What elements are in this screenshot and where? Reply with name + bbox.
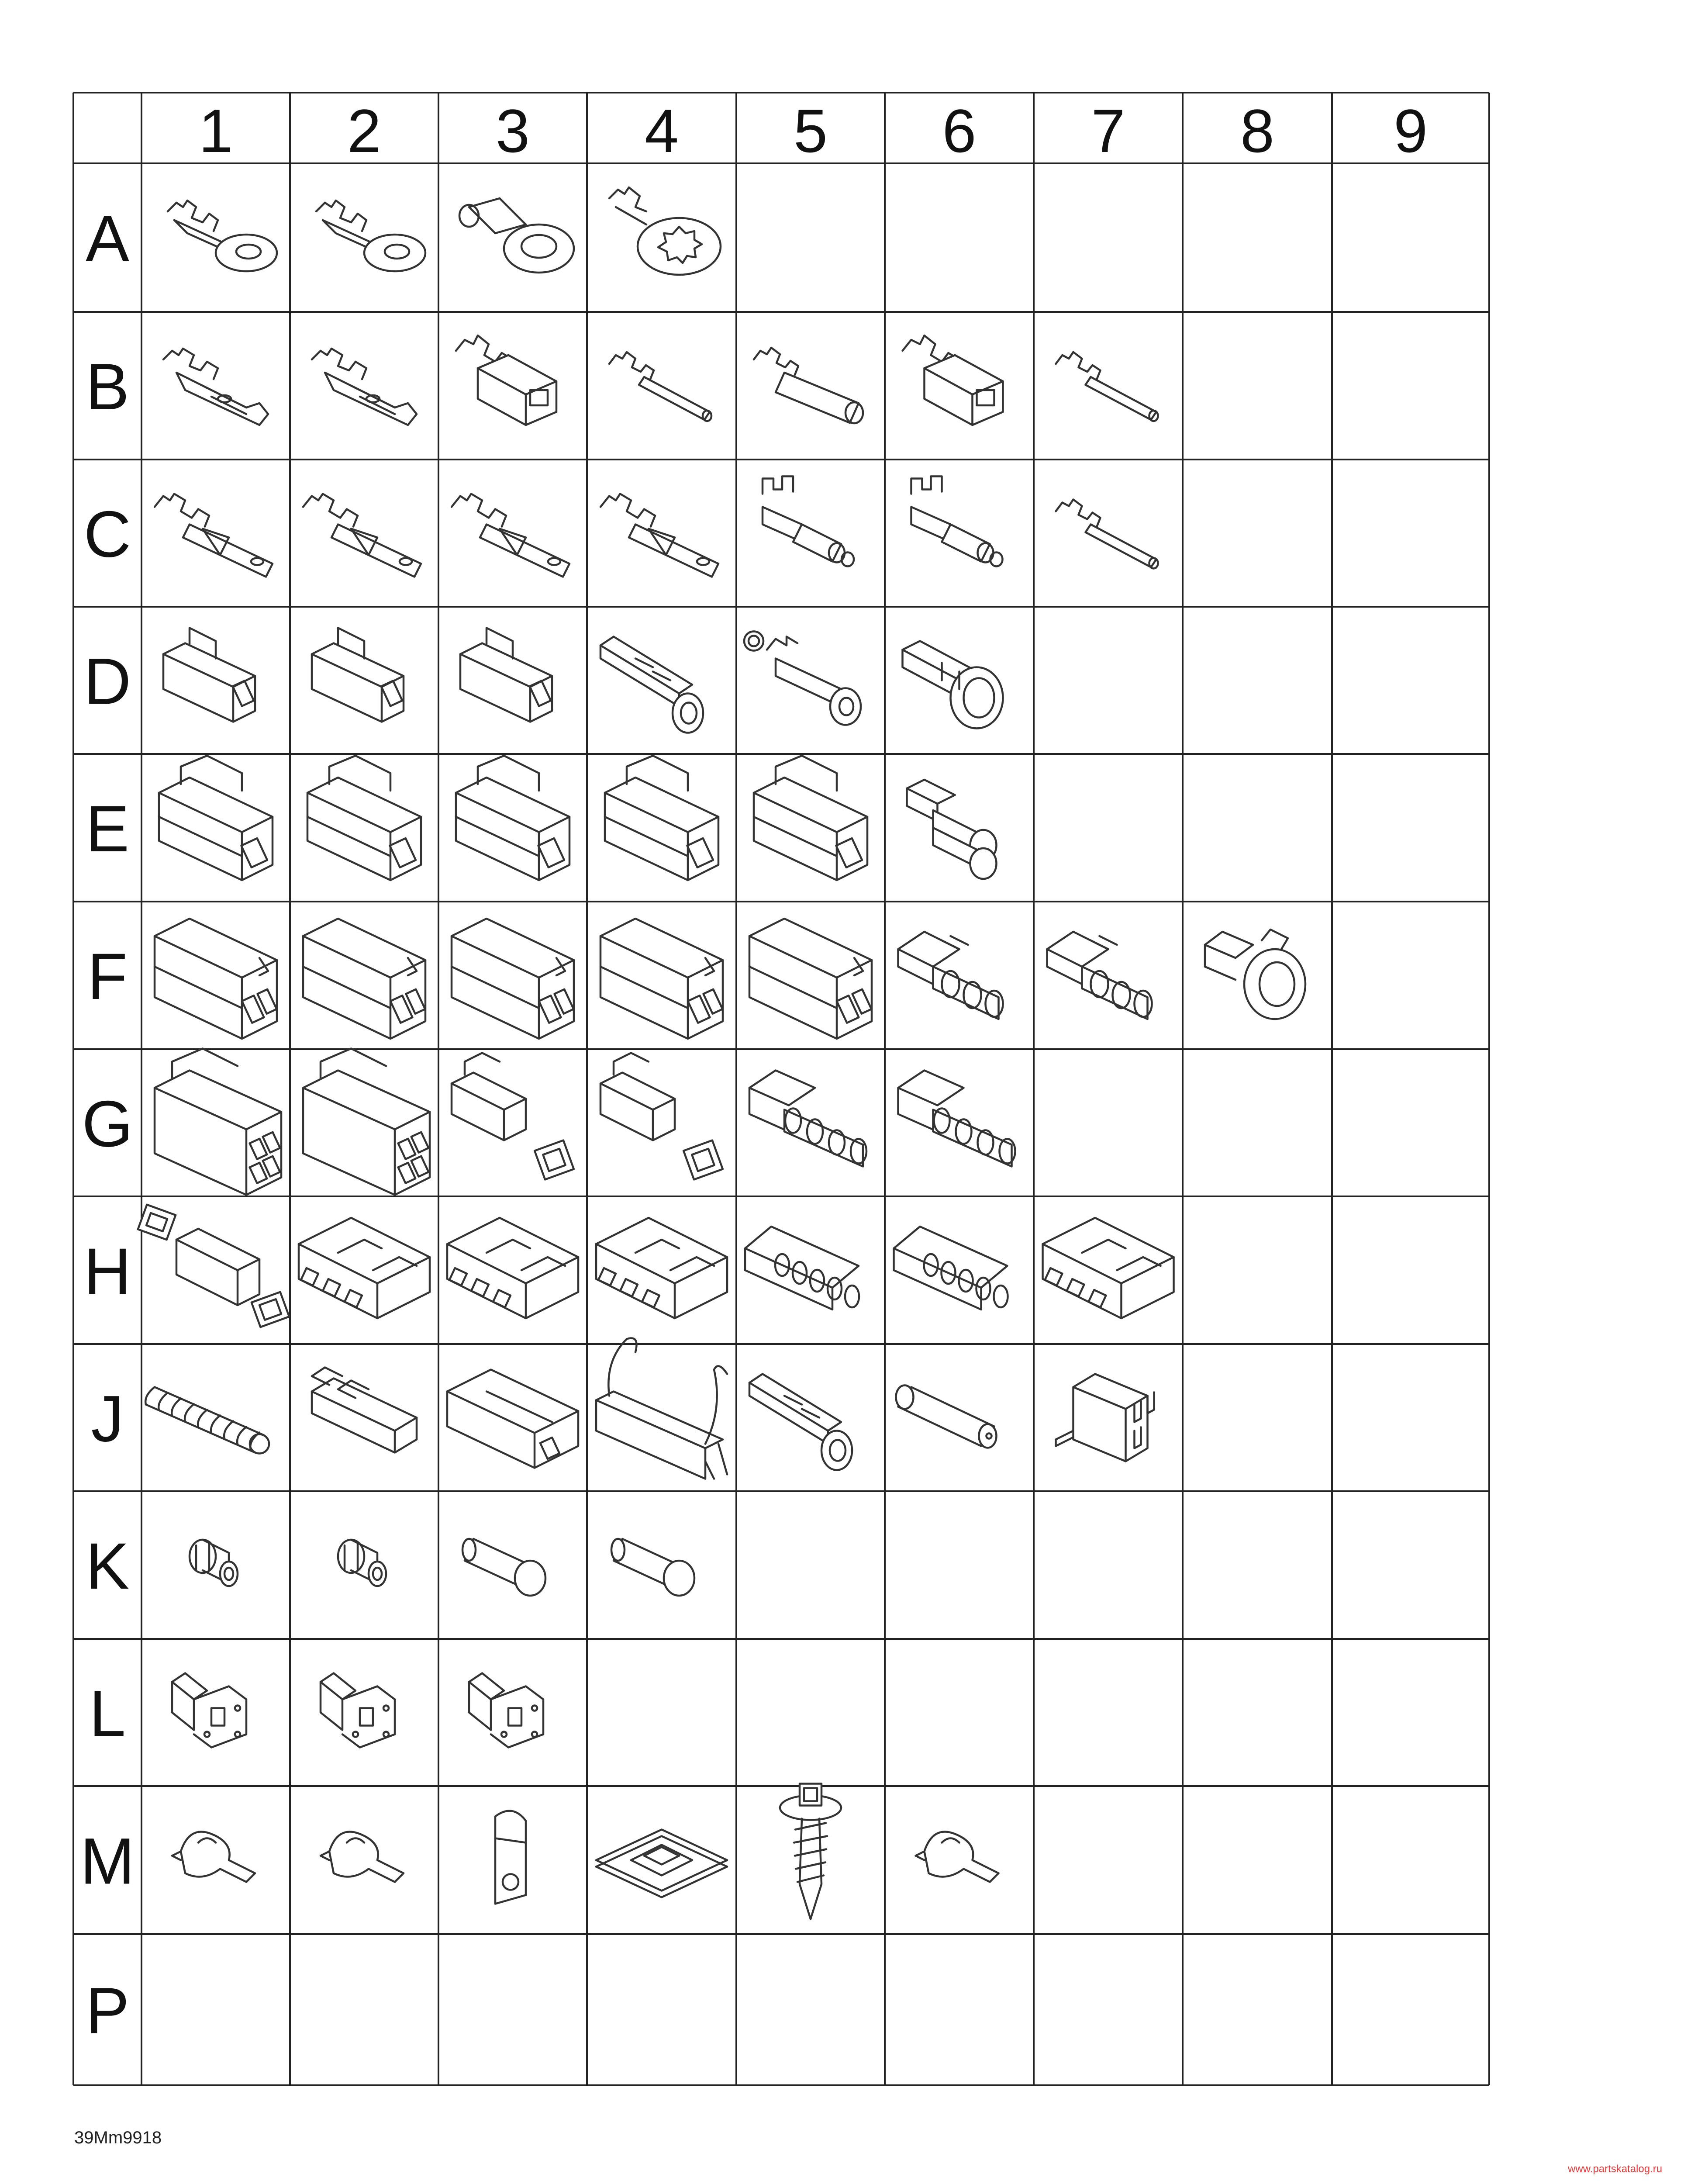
- terminal-lock-icon: [321, 1673, 395, 1748]
- row-header-G: G: [82, 1087, 133, 1161]
- 4-way-sealed-connector-icon: [898, 1071, 1015, 1167]
- ring-terminal-icon: [168, 200, 277, 271]
- 3-way-connector-housing-icon: [600, 919, 723, 1039]
- fuse-holder-icon: [447, 1370, 578, 1468]
- convoluted-tubing-icon: [145, 1387, 269, 1454]
- bullet-terminal-icon: [911, 477, 1003, 567]
- wire-seal-icon: [338, 1540, 386, 1586]
- row-header-E: E: [85, 792, 130, 865]
- female-spade-terminal-icon: [163, 349, 268, 425]
- pin-terminal-icon: [609, 352, 711, 421]
- column-header-9: 9: [1394, 97, 1428, 165]
- column-header-7: 7: [1091, 97, 1125, 165]
- 2-way-bullet-connector-housing-icon: [907, 780, 997, 879]
- connector-with-seal-icon: [600, 1053, 723, 1180]
- cable-clip-icon: [321, 1832, 404, 1882]
- pin-terminal-icon: [1056, 352, 1158, 421]
- male-spade-terminal-icon: [600, 494, 718, 577]
- row-header-H: H: [83, 1234, 131, 1308]
- row-header-A: A: [85, 202, 130, 275]
- row-header-J: J: [91, 1382, 124, 1455]
- 2-way-connector-housing-icon: [159, 756, 273, 880]
- row-header-C: C: [83, 497, 131, 571]
- connector-boot-icon: [1205, 930, 1305, 1019]
- multi-way-connector-housing-icon: [447, 1218, 578, 1318]
- terminal-lock-icon: [469, 1673, 543, 1748]
- column-header-3: 3: [496, 97, 530, 165]
- 1-way-connector-housing-icon: [460, 628, 552, 722]
- column-header-1: 1: [199, 97, 233, 165]
- 3-way-sealed-connector-icon: [898, 932, 1003, 1019]
- row-header-L: L: [89, 1676, 126, 1750]
- 3-way-connector-housing-icon: [303, 919, 425, 1039]
- self-tapping-screw-icon: [780, 1784, 841, 1919]
- sleeve-insulator-icon: [896, 1386, 997, 1448]
- 4-way-sealed-connector-icon: [749, 1071, 866, 1167]
- 2-way-connector-housing-icon: [605, 756, 718, 880]
- male-spade-terminal-icon: [155, 494, 273, 577]
- 1-way-connector-housing-icon: [312, 628, 404, 722]
- cable-tie-mount-icon: [596, 1830, 727, 1897]
- row-header-K: K: [85, 1529, 130, 1603]
- wire-seal-icon: [190, 1540, 238, 1586]
- multi-way-connector-housing-icon: [596, 1218, 727, 1318]
- female-spade-terminal-icon: [312, 349, 417, 425]
- cavity-plug-icon: [462, 1539, 545, 1596]
- box-receptacle-terminal-icon: [456, 335, 556, 425]
- female-bullet-terminal-icon: [754, 348, 863, 423]
- cable-clip-icon: [172, 1832, 255, 1882]
- column-header-4: 4: [645, 97, 679, 165]
- watermark: www.partskatalog.ru: [1568, 2163, 1663, 2175]
- fuse-holder-with-wires-icon: [596, 1338, 727, 1479]
- 2-way-connector-housing-icon: [754, 756, 867, 880]
- cavity-plug-icon: [611, 1539, 694, 1596]
- relay-icon: [1056, 1374, 1154, 1462]
- p-clamp-icon: [495, 1811, 526, 1904]
- pin-terminal-icon: [1056, 500, 1158, 569]
- 4-way-connector-housing-icon: [303, 1049, 430, 1195]
- column-header-6: 6: [942, 97, 977, 165]
- row-header-P: P: [85, 1974, 130, 2047]
- sealed-connector-housing-icon: [903, 641, 1003, 729]
- ring-terminal-star-washer-icon: [609, 187, 721, 275]
- bullet-connector-housing-icon: [749, 1374, 852, 1470]
- connector-with-seal-icon: [452, 1053, 574, 1180]
- 2-way-connector-housing-icon: [307, 756, 421, 880]
- 1-way-connector-housing-icon: [163, 628, 255, 722]
- figure-code: 39Mm9918: [74, 2128, 162, 2147]
- multi-way-sealed-connector-icon: [745, 1227, 859, 1310]
- multi-way-connector-housing-icon: [299, 1218, 430, 1318]
- blade-fuse-icon: [312, 1368, 417, 1453]
- multi-way-sealed-connector-icon: [894, 1227, 1008, 1310]
- 2-way-connector-housing-icon: [456, 756, 569, 880]
- row-header-M: M: [80, 1824, 135, 1898]
- box-receptacle-terminal-icon: [903, 335, 1003, 425]
- multi-way-connector-with-seals-icon: [138, 1205, 289, 1327]
- 3-way-connector-housing-icon: [155, 919, 277, 1039]
- sealed-terminal-icon: [744, 632, 861, 725]
- terminal-lock-icon: [172, 1673, 246, 1748]
- row-header-D: D: [83, 644, 131, 718]
- 3-way-connector-housing-icon: [452, 919, 574, 1039]
- multi-way-connector-housing-icon: [1043, 1218, 1174, 1318]
- row-header-F: F: [87, 940, 128, 1013]
- bullet-connector-housing-icon: [600, 637, 703, 733]
- ring-terminal-icon: [316, 200, 425, 271]
- 3-way-sealed-connector-icon: [1047, 932, 1152, 1019]
- row-header-B: B: [85, 350, 130, 423]
- column-header-5: 5: [794, 97, 828, 165]
- column-header-8: 8: [1240, 97, 1274, 165]
- male-spade-terminal-icon: [303, 494, 421, 577]
- 3-way-connector-housing-icon: [749, 919, 872, 1039]
- column-header-2: 2: [347, 97, 381, 165]
- cable-clip-icon: [916, 1832, 999, 1882]
- bullet-terminal-icon: [763, 477, 854, 567]
- ring-terminal-insulated-icon: [459, 198, 574, 273]
- male-spade-terminal-icon: [452, 494, 569, 577]
- 4-way-connector-housing-icon: [155, 1049, 281, 1195]
